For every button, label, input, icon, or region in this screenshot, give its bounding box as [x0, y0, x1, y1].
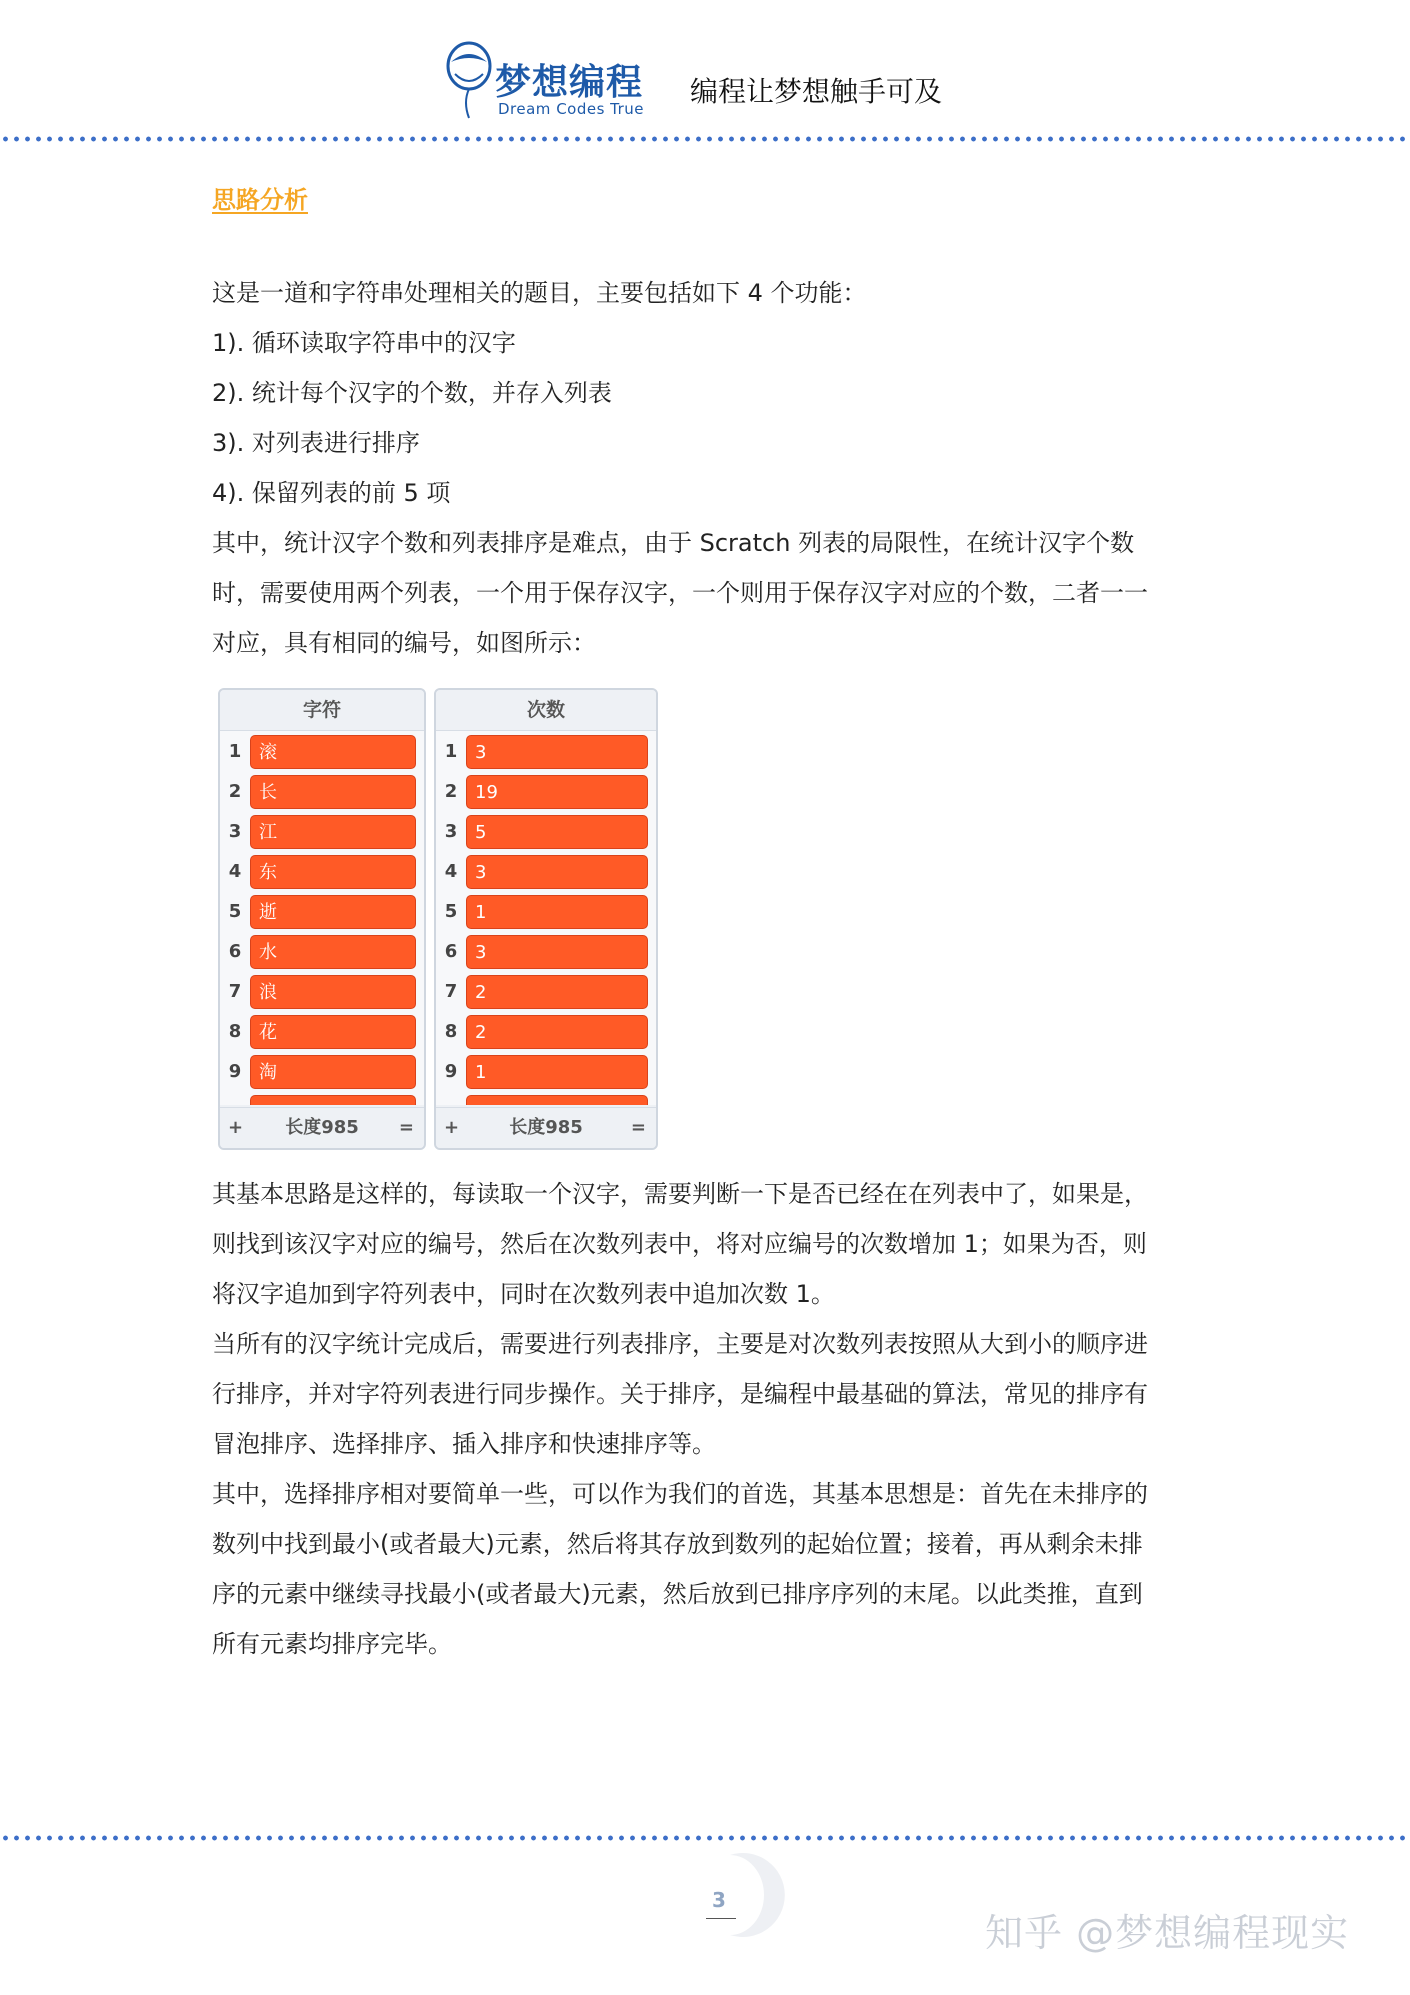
list-row [220, 971, 424, 1011]
scratch-lists-figure [218, 688, 658, 1148]
add-item-button[interactable]: + [444, 1117, 460, 1138]
section-title: 思路分析 [212, 186, 308, 214]
list-row [220, 1011, 424, 1051]
list-item-value[interactable]: 1 [466, 895, 648, 929]
header-slogan: 编程让梦想触手可及 [690, 75, 943, 108]
page-number: 3 [712, 1888, 726, 1912]
list-index: 8 [444, 1021, 458, 1042]
body-line: 序的元素中继续寻找最小(或者最大)元素，然后放到已排序序列的末尾。以此类推，直到 [212, 1580, 1143, 1608]
list-index: 5 [228, 901, 242, 922]
list-item-partial [466, 1095, 648, 1105]
list-row [436, 811, 656, 851]
counts-list-rows[interactable] [436, 731, 656, 1105]
intro-item: 4). 保留列表的前 5 项 [212, 479, 451, 507]
list-row [220, 931, 424, 971]
body-line: 数列中找到最小(或者最大)元素，然后将其存放到数列的起始位置；接着，再从剩余未排 [212, 1530, 1143, 1558]
list-index: 6 [444, 941, 458, 962]
list-index: 2 [228, 781, 242, 802]
list-item-value[interactable]: 长 [250, 775, 416, 809]
logo-subtitle: Dream Codes True [498, 100, 645, 118]
list-item-value[interactable]: 逝 [250, 895, 416, 929]
list-index: 7 [228, 981, 242, 1002]
list-index: 8 [228, 1021, 242, 1042]
list-row [436, 931, 656, 971]
body-line: 冒泡排序、选择排序、插入排序和快速排序等。 [212, 1430, 716, 1458]
body-paragraph [212, 1169, 1212, 1669]
list-index: 6 [228, 941, 242, 962]
list-index: 3 [228, 821, 242, 842]
list-row [436, 1051, 656, 1091]
list-row [436, 891, 656, 931]
body-line: 则找到该汉字对应的编号，然后在次数列表中，将对应编号的次数增加 1；如果为否，则 [212, 1230, 1147, 1258]
list-item-value[interactable]: 淘 [250, 1055, 416, 1089]
list-row [220, 811, 424, 851]
add-item-button[interactable]: + [228, 1117, 244, 1138]
list-index: 1 [228, 741, 242, 762]
list-row [220, 1051, 424, 1091]
list-row [436, 851, 656, 891]
list-index: 9 [228, 1061, 242, 1082]
list-item-value[interactable]: 滚 [250, 735, 416, 769]
chars-list-title: 字符 [220, 690, 424, 731]
list-length: 长度985 [509, 1117, 583, 1138]
intro-note-line: 对应，具有相同的编号，如图所示： [212, 629, 596, 657]
list-row-partial [220, 1091, 424, 1105]
list-row [220, 851, 424, 891]
chars-list-panel [218, 688, 426, 1150]
list-item-value[interactable]: 水 [250, 935, 416, 969]
list-index: 4 [228, 861, 242, 882]
intro-lead: 这是一道和字符串处理相关的题目，主要包括如下 4 个功能： [212, 279, 867, 307]
body-line: 将汉字追加到字符列表中，同时在次数列表中追加次数 1。 [212, 1280, 835, 1308]
list-row [220, 731, 424, 771]
intro-paragraph [212, 268, 1212, 668]
intro-note-line: 其中，统计汉字个数和列表排序是难点，由于 Scratch 列表的局限性，在统计汉字个数 [212, 529, 1135, 557]
list-item-partial [250, 1095, 416, 1105]
balloon-logo-icon [445, 40, 493, 120]
counts-list-title: 次数 [436, 690, 656, 731]
intro-note-line: 时，需要使用两个列表，一个用于保存汉字，一个则用于保存汉字对应的个数，二者一一 [212, 579, 1148, 607]
list-item-value[interactable]: 3 [466, 735, 648, 769]
watermark: 知乎 @梦想编程现实 [985, 1911, 1350, 1955]
list-index: 5 [444, 901, 458, 922]
body-line: 其中，选择排序相对要简单一些，可以作为我们的首选，其基本思想是：首先在未排序的 [212, 1480, 1148, 1508]
intro-item: 3). 对列表进行排序 [212, 429, 420, 457]
list-row [220, 891, 424, 931]
intro-item: 1). 循环读取字符串中的汉字 [212, 329, 516, 357]
list-length: 长度985 [285, 1117, 359, 1138]
list-item-value[interactable]: 花 [250, 1015, 416, 1049]
list-item-value[interactable]: 东 [250, 855, 416, 889]
list-item-value[interactable]: 2 [466, 975, 648, 1009]
page-header [0, 40, 1410, 130]
resize-handle[interactable]: = [398, 1117, 414, 1138]
top-dotted-divider [0, 136, 1410, 142]
body-line: 行排序，并对字符列表进行同步操作。关于排序，是编程中最基础的算法，常见的排序有 [212, 1380, 1148, 1408]
chars-list-footer [220, 1107, 424, 1148]
list-item-value[interactable]: 江 [250, 815, 416, 849]
list-item-value[interactable]: 19 [466, 775, 648, 809]
list-index: 9 [444, 1061, 458, 1082]
list-item-value[interactable]: 3 [466, 935, 648, 969]
chars-list-rows[interactable] [220, 731, 424, 1105]
list-row [220, 771, 424, 811]
resize-handle[interactable]: = [630, 1117, 646, 1138]
counts-list-footer [436, 1107, 656, 1148]
list-index: 2 [444, 781, 458, 802]
list-row [436, 731, 656, 771]
body-line: 所有元素均排序完毕。 [212, 1630, 452, 1658]
list-row-partial [436, 1091, 656, 1105]
list-index: 1 [444, 741, 458, 762]
list-index: 4 [444, 861, 458, 882]
list-item-value[interactable]: 浪 [250, 975, 416, 1009]
list-row [436, 771, 656, 811]
list-row [436, 971, 656, 1011]
list-index: 7 [444, 981, 458, 1002]
list-item-value[interactable]: 3 [466, 855, 648, 889]
list-item-value[interactable]: 2 [466, 1015, 648, 1049]
counts-list-panel [434, 688, 658, 1150]
logo-title: 梦想编程 [495, 62, 644, 103]
list-row [436, 1011, 656, 1051]
page-number-underline [706, 1918, 736, 1919]
body-line: 当所有的汉字统计完成后，需要进行列表排序，主要是对次数列表按照从大到小的顺序进 [212, 1330, 1148, 1358]
body-line: 其基本思路是这样的，每读取一个汉字，需要判断一下是否已经在在列表中了，如果是， [212, 1180, 1148, 1208]
list-item-value[interactable]: 5 [466, 815, 648, 849]
list-index: 3 [444, 821, 458, 842]
list-item-value[interactable]: 1 [466, 1055, 648, 1089]
intro-item: 2). 统计每个汉字的个数，并存入列表 [212, 379, 612, 407]
bottom-dotted-divider [0, 1835, 1410, 1841]
